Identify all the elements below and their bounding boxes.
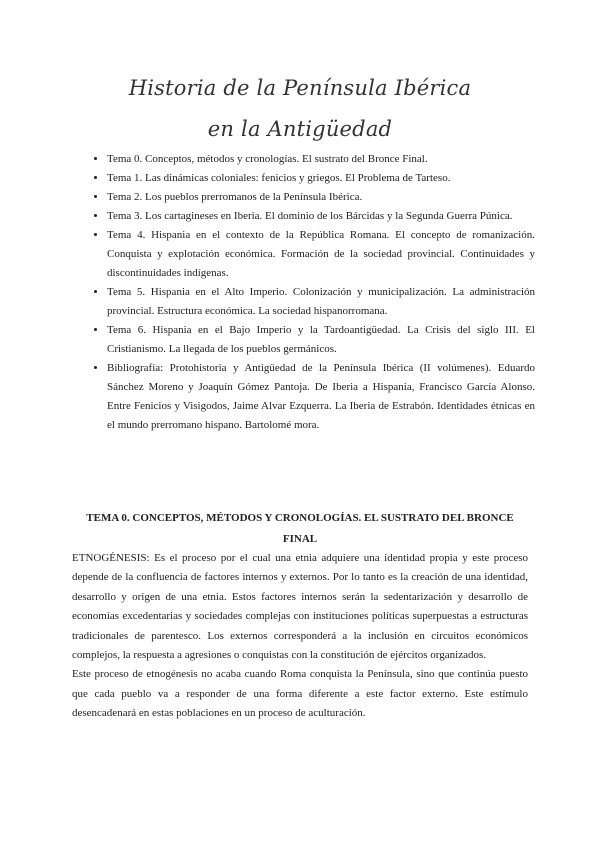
section-heading: TEMA 0. CONCEPTOS, MÉTODOS Y CRONOLOGÍAS. EL SUSTRATO DEL BRONCE FINAL xyxy=(86,512,514,545)
title-line-2: en la Antigüedad xyxy=(207,117,393,141)
syllabus-list xyxy=(88,150,535,435)
paragraph: ETNOGÉNESIS: Es el proceso por el cual una etnia adquiere una identidad propia y este proceso depende de la confluencia de factores internos y externos. Por lo tanto es la creación de una identidad, desarrollo y origen de una etnia. Estos factores internos serán la sedentarización y desarrollo de economías excedentarias y sociedades complejas con instituciones políticas superpuestas a estructuras tradicionales de parentesco. Los externos corresponderá a la inclusión en circuitos económicos complejos, la respuesta a agresiones o conquistas con la constitución de ejércitos organizados. xyxy=(72,552,528,662)
list-item: • Tema 1. Las dinámicas coloniales: fenicios y griegos. El Problema de Tarteso. xyxy=(107,169,535,188)
title-line-1: Historia de la Península Ibérica xyxy=(128,76,472,100)
list-item: • Tema 2. Los pueblos prerromanos de la Península Ibérica. xyxy=(107,188,535,207)
list-item: • Tema 6. Hispania en el Bajo Imperio y la Tardoantigüedad. La Crisis del siglo III. El Cristianismo. La llegada de los pueblos germánicos. xyxy=(107,321,535,359)
paragraph: Este proceso de etnogénesis no acaba cuando Roma conquista la Península, sino que continúa puesto que cada pueblo va a responder de una forma diferente a este factor externo. Este estímulo desencadenará en estas poblaciones en un proceso de aculturación. xyxy=(72,668,528,720)
list-item: • Bibliografía: Protohistoria y Antigüedad de la Península Ibérica (II volúmenes). Eduardo Sánchez Moreno y Joaquín Gómez Pantoja. De Iberia a Hispania, Francisco García Alonso. Entre Fenicios y Visigodos, Jaime Alvar Ezquerra. La Iberia de Estrabón. Identidades étnicas en el mundo prerromano hispano. Bartolomé mora. xyxy=(107,359,535,435)
list-item: • Tema 4. Hispania en el contexto de la República Romana. El concepto de romanización. Conquista y explotación económica. Formación de la sociedad provincial. Continuidades y discontinuidades indígenas. xyxy=(107,226,535,283)
list-item: • Tema 0. Conceptos, métodos y cronologías. El sustrato del Bronce Final. xyxy=(107,150,535,169)
section-body xyxy=(72,549,528,724)
list-item: • Tema 3. Los cartagineses en Iberia. El dominio de los Bárcidas y la Segunda Guerra Púnica. xyxy=(107,207,535,226)
list-item: • Tema 5. Hispania en el Alto Imperio. Colonización y municipalización. La administración provincial. Estructura económica. La sociedad hispanorromana. xyxy=(107,283,535,321)
